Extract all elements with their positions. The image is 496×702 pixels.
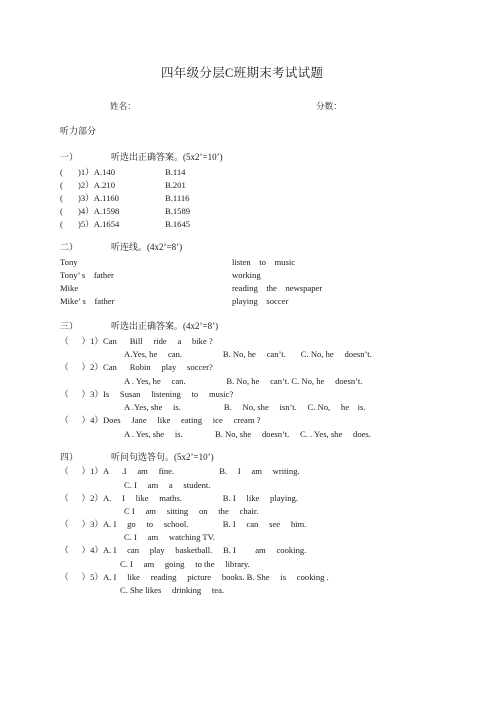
match-left-2: Tony’ s father <box>60 270 114 280</box>
s3-question-1: （ ）1）Can Bill ride a bike ? <box>60 336 213 346</box>
s1-item-3-a: )3）A.1160 <box>78 193 119 203</box>
s4-option-c-5: C. She likes drinking tea. <box>120 585 225 595</box>
section-1-number: 一） <box>60 152 79 162</box>
s1-item-4-a: )4）A.1598 <box>78 206 120 216</box>
s3-answers-2: A . Yes, he can. B. No, he can’t. C. No, he doesn’t. <box>124 376 363 386</box>
s3-answers-3: A .Yes, she is. B. No, she isn’t. C. No, he is. <box>124 402 366 412</box>
s4-question-3: （ ）3）A. I go to school. B. I can see him. <box>60 519 307 529</box>
s4-option-c-4: C. I am going to the library. <box>120 559 250 569</box>
s1-item-1-a: )1）A.140 <box>78 167 115 177</box>
s1-item-4-paren: ( <box>60 206 63 216</box>
section-3-instruction: 听选出正确答案。(4x2’=8’) <box>111 321 219 331</box>
s4-option-c-1: C. I am a student. <box>124 480 211 490</box>
score-label: 分数： <box>316 101 342 111</box>
s1-item-3-paren: ( <box>60 193 63 203</box>
s3-answers-1: A.Yes, he can. B. No, he can’t. C. No, he doesn’t. <box>124 349 372 359</box>
match-right-2: working <box>232 270 261 280</box>
s1-item-1-b: B.114 <box>165 167 186 177</box>
s3-question-3: （ ）3）Is Susan listening to music? <box>60 389 234 399</box>
s1-item-2-a: )2）A.210 <box>78 180 115 190</box>
listening-part-heading: 听力部分 <box>60 126 97 136</box>
section-4-instruction: 听问句选答句。(5x2’=10’) <box>111 452 214 462</box>
s1-item-2-b: B.201 <box>165 180 186 190</box>
s4-question-2: （ ）2）A. I like maths. B. I like playing. <box>60 493 298 503</box>
section-3-number: 三） <box>60 321 79 331</box>
match-left-4: Mike’ s father <box>60 296 115 306</box>
s4-option-c-2: C I am sitting on the chair. <box>124 506 259 516</box>
s3-answers-4: A . Yes, she is. B. No, she doesn’t. C. . Yes, she does. <box>124 429 371 439</box>
s1-item-1-paren: ( <box>60 167 63 177</box>
section-2-instruction: 听连线。(4x2’=8’) <box>111 242 183 252</box>
match-left-3: Mike <box>60 283 79 293</box>
s1-item-3-b: B.1116 <box>165 193 190 203</box>
section-1-instruction: 听选出正确答案。(5x2’=10’) <box>111 152 223 162</box>
s4-option-c-3: C. I am watching TV. <box>124 532 215 542</box>
s1-item-5-paren: ( <box>60 219 63 229</box>
name-label: 姓名： <box>110 101 136 111</box>
s1-item-2-paren: ( <box>60 180 63 190</box>
section-2-number: 二） <box>60 242 79 252</box>
s1-item-5-b: B.1645 <box>165 219 191 229</box>
exam-title: 四年级分层C班期末考试试题 <box>161 66 324 80</box>
match-right-4: playing soccer <box>232 296 289 306</box>
match-left-1: Tony <box>60 257 78 267</box>
s1-item-5-a: )5）A.1654 <box>78 219 120 229</box>
match-right-3: reading the newspaper <box>232 283 323 293</box>
s4-question-4: （ ）4）A. I can play basketball. B. I am cooking. <box>60 545 307 555</box>
s4-question-1: （ ）1）A .I am fine. B. I am writing. <box>60 466 300 476</box>
match-right-1: listen to music <box>232 257 296 267</box>
s3-question-4: （ ）4）Does Jane like eating ice cream ? <box>60 415 261 425</box>
s1-item-4-b: B.1589 <box>165 206 191 216</box>
section-4-number: 四） <box>60 452 79 462</box>
s3-question-2: （ ）2）Can Robin play soccer? <box>60 362 213 372</box>
s4-question-5: （ ）5）A. I like reading picture books. B. She is cooking . <box>60 572 329 582</box>
